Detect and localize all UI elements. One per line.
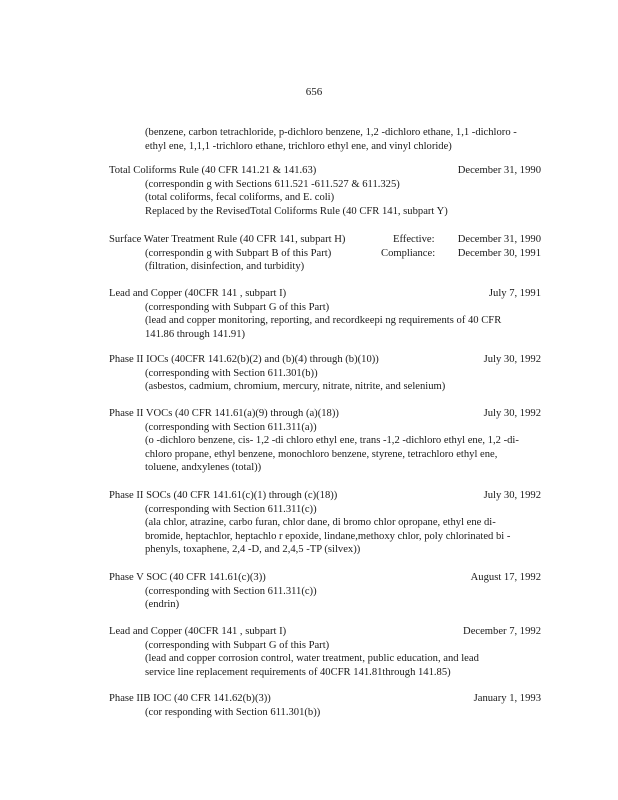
entry-date: December 31, 1990 [457, 234, 541, 245]
entry-line: bromide, heptachlor, heptachlo r epoxide, lindane,methoxy chlor, poly chlorinated bi - [145, 530, 511, 542]
entry-line: (asbestos, cadmium, chromium, mercury, nitrate, nitrite, and selenium) [145, 381, 446, 393]
entry-line: (correspondin g with Sections 611.521 -611.527 & 611.325) [145, 178, 400, 190]
entry-title: Lead and Copper (40CFR 141 , subpart I) [109, 626, 287, 637]
entry-line: (corresponding with Section 611.301(b)) [145, 367, 318, 379]
entry-date: August 17, 1992 [470, 572, 541, 583]
entry-line: Replaced by the RevisedTotal Coliforms Rule (40 CFR 141, subpart Y) [145, 205, 448, 217]
entry-line: (lead and copper monitoring, reporting, and recordkeepi ng requirements of 40 CFR [145, 315, 502, 327]
rule-entry-phase-iib-ioc [109, 692, 541, 719]
entry-heading [109, 164, 541, 178]
entry-line: service line replacement requirements of 40CFR 141.81through 141.85) [145, 666, 451, 678]
intro-paragraph [145, 126, 545, 153]
entry-date: December 31, 1990 [457, 165, 541, 176]
entry-date: July 30, 1992 [483, 408, 541, 419]
entry-line-with-date [109, 247, 541, 261]
entry-heading [109, 571, 541, 585]
rule-entry-lead-copper-1991 [109, 287, 541, 341]
entry-line: (corresponding with Section 611.311(a)) [145, 421, 317, 433]
intro-line: ethyl ene, 1,1,1 -trichloro ethane, trichloro ethyl ene, and vinyl chloride) [145, 140, 452, 152]
entry-line: (filtration, disinfection, and turbidity) [145, 261, 305, 273]
rule-entry-surface-water [109, 233, 541, 274]
rule-entry-total-coliforms [109, 164, 541, 218]
rule-entry-phase-ii-socs [109, 489, 541, 557]
entry-heading [109, 287, 541, 301]
rule-entry-lead-copper-1992 [109, 625, 541, 679]
entry-title: Phase II VOCs (40 CFR 141.61(a)(9) through (a)(18)) [109, 408, 339, 419]
entry-date: January 1, 1993 [473, 693, 541, 704]
entry-line: phenyls, toxaphene, 2,4 -D, and 2,4,5 -TP (silvex)) [145, 544, 361, 556]
entry-line: toluene, andxylenes (total)) [145, 462, 262, 474]
rule-entry-phase-v-soc [109, 571, 541, 612]
entry-title: Total Coliforms Rule (40 CFR 141.21 & 141.63) [109, 165, 317, 176]
entry-heading [109, 233, 541, 247]
rule-entry-phase-ii-vocs [109, 407, 541, 475]
compliance-label: Compliance: [381, 247, 436, 259]
entry-heading [109, 407, 541, 421]
entry-title: Surface Water Treatment Rule (40 CFR 141, subpart H) [109, 234, 346, 245]
entry-line: (endrin) [145, 599, 180, 611]
entry-title: Phase II SOCs (40 CFR 141.61(c)(1) through (c)(18)) [109, 490, 338, 501]
entry-heading [109, 625, 541, 639]
entry-date: July 30, 1992 [483, 354, 541, 365]
entry-line: (corresponding with Subpart G of this Part) [145, 639, 330, 651]
entry-heading [109, 353, 541, 367]
effective-label: Effective: [393, 234, 435, 245]
entry-line: (cor responding with Section 611.301(b)) [145, 706, 321, 718]
page-number: 656 [305, 86, 323, 98]
entry-date: July 7, 1991 [488, 288, 541, 299]
entry-line: (lead and copper corrosion control, water treatment, public education, and lead [145, 653, 479, 665]
entry-line: (ala chlor, atrazine, carbo furan, chlor dane, di bromo chlor opropane, ethyl ene di- [145, 517, 496, 529]
entry-line: (o -dichloro benzene, cis- 1,2 -di chloro ethyl ene, trans -1,2 -dichloro ethyl ene, 1,2 -di- [145, 435, 519, 447]
entry-date: December 7, 1992 [463, 626, 541, 637]
entry-line: (total coliforms, fecal coliforms, and E. coli) [145, 192, 335, 204]
entry-line: (correspondin g with Subpart B of this Part) [145, 247, 332, 259]
entry-heading [109, 692, 541, 706]
entry-heading [109, 489, 541, 503]
entry-line: chloro propane, ethyl benzene, monochloro benzene, styrene, tetrachloro ethyl ene, [145, 448, 498, 460]
entry-title: Phase IIB IOC (40 CFR 141.62(b)(3)) [109, 693, 271, 704]
entry-line: (corresponding with Section 611.311(c)) [145, 585, 317, 597]
rule-entry-phase-ii-iocs [109, 353, 541, 394]
entry-title: Lead and Copper (40CFR 141 , subpart I) [109, 288, 287, 299]
entry-line: 141.86 through 141.91) [145, 328, 246, 340]
entry-title: Phase V SOC (40 CFR 141.61(c)(3)) [109, 572, 266, 583]
entry-date: July 30, 1992 [483, 490, 541, 501]
entry-line: (corresponding with Section 611.311(c)) [145, 503, 317, 515]
intro-line: (benzene, carbon tetrachloride, p-dichloro benzene, 1,2 -dichloro ethane, 1,1 -dichloro - [145, 127, 517, 138]
compliance-date: December 30, 1991 [457, 247, 541, 259]
entry-line: (corresponding with Subpart G of this Part) [145, 301, 330, 313]
entry-title: Phase II IOCs (40CFR 141.62(b)(2) and (b)(4) through (b)(10)) [109, 354, 379, 365]
